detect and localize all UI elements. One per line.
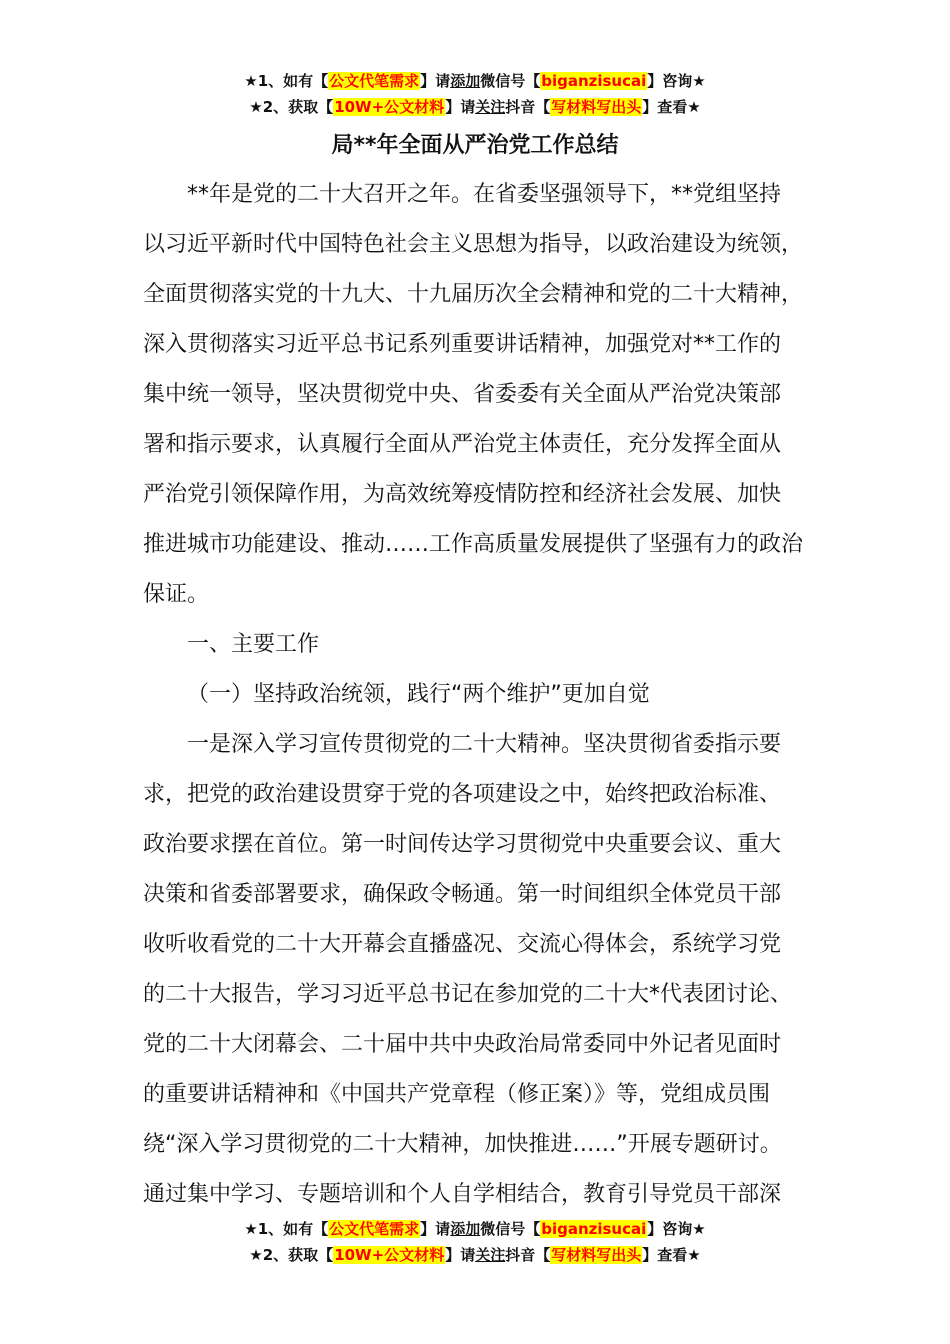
body-line: 以习近平新时代中国特色社会主义思想为指导，以政治建设为统领，: [143, 232, 804, 257]
body-line: 保证。: [143, 582, 210, 607]
banner-text: ★2、获取【: [249, 98, 334, 116]
banner-text: 】咨询★: [647, 72, 706, 90]
body-line: 通过集中学习、专题培训和个人自学相结合，教育引导党员干部深: [143, 1182, 782, 1207]
body-line: 署和指示要求，认真履行全面从严治党主体责任，充分发挥全面从: [143, 432, 782, 457]
banner-text: ★1、如有【: [244, 1220, 329, 1238]
banner-text: ★1、如有【: [244, 72, 329, 90]
document-body: [143, 170, 843, 1220]
banner-highlight: 10W+公文材料: [334, 1246, 445, 1264]
banner-text: 抖音【: [505, 1246, 551, 1264]
body-line: 全面贯彻落实党的十九大、十九届历次全会精神和党的二十大精神，: [143, 282, 804, 307]
banner-line-1: [0, 68, 950, 94]
body-line: 求，把党的政治建设贯穿于党的各项建设之中，始终把政治标准、: [143, 782, 782, 807]
banner-line-2: [0, 94, 950, 120]
banner-text: 抖音【: [505, 98, 551, 116]
banner-text: 】查看★: [642, 98, 701, 116]
banner-text: 】请: [445, 1246, 476, 1264]
body-line: 的二十大报告，学习习近平总书记在参加党的二十大*代表团讨论、: [143, 982, 793, 1007]
body-line: 党的二十大闭幕会、二十届中共中央政治局常委同中外记者见面时: [143, 1032, 782, 1057]
banner-underline: 添加: [450, 1220, 481, 1238]
banner-underline: 添加: [450, 72, 481, 90]
banner-highlight: biganzisucai: [541, 72, 647, 90]
body-line: **年是党的二十大召开之年。在省委坚强领导下，**党组坚持: [187, 182, 782, 207]
footer-banner: [0, 1216, 950, 1268]
body-line: 严治党引领保障作用，为高效统筹疫情防控和经济社会发展、加快: [143, 482, 782, 507]
body-line: 推进城市功能建设、推动……工作高质量发展提供了坚强有力的政治: [143, 532, 804, 557]
banner-underline: 关注: [475, 98, 506, 116]
body-line: 一是深入学习宣传贯彻党的二十大精神。坚决贯彻省委指示要: [187, 732, 782, 757]
banner-highlight: 写材料写出头: [551, 98, 642, 116]
banner-text: 微信号【: [480, 72, 541, 90]
body-line: 政治要求摆在首位。第一时间传达学习贯彻党中央重要会议、重大: [143, 832, 782, 857]
body-line: 绕“深入学习贯彻党的二十大精神，加快推进……”开展专题研讨。: [143, 1132, 782, 1157]
banner-line-1: [0, 1216, 950, 1242]
section-heading: 一、主要工作: [187, 632, 320, 657]
banner-text: 】查看★: [642, 1246, 701, 1264]
banner-text: 】咨询★: [647, 1220, 706, 1238]
body-line: 决策和省委部署要求，确保政令畅通。第一时间组织全体党员干部: [143, 882, 782, 907]
header-banner: [0, 68, 950, 120]
body-line: 深入贯彻落实习近平总书记系列重要讲话精神，加强党对**工作的: [143, 332, 782, 357]
document-title: 局**年全面从严治党工作总结: [331, 133, 619, 158]
subsection-heading: （一）坚持政治统领，践行“两个维护”更加自觉: [187, 682, 650, 707]
body-line: 的重要讲话精神和《中国共产党章程（修正案）》等，党组成员围: [143, 1082, 771, 1107]
banner-highlight: biganzisucai: [541, 1220, 647, 1238]
banner-highlight: 写材料写出头: [551, 1246, 642, 1264]
body-line: 收听收看党的二十大开幕会直播盛况、交流心得体会，系统学习党: [143, 932, 782, 957]
banner-text: 】请: [445, 98, 476, 116]
banner-highlight: 公文代笔需求: [329, 1220, 420, 1238]
banner-underline: 关注: [475, 1246, 506, 1264]
banner-text: ★2、获取【: [249, 1246, 334, 1264]
banner-highlight: 公文代笔需求: [329, 72, 420, 90]
banner-text: 】请: [420, 72, 451, 90]
banner-line-2: [0, 1242, 950, 1268]
banner-highlight: 10W+公文材料: [334, 98, 445, 116]
banner-text: 微信号【: [480, 1220, 541, 1238]
body-line: 集中统一领导，坚决贯彻党中央、省委委有关全面从严治党决策部: [143, 382, 782, 407]
banner-text: 】请: [420, 1220, 451, 1238]
